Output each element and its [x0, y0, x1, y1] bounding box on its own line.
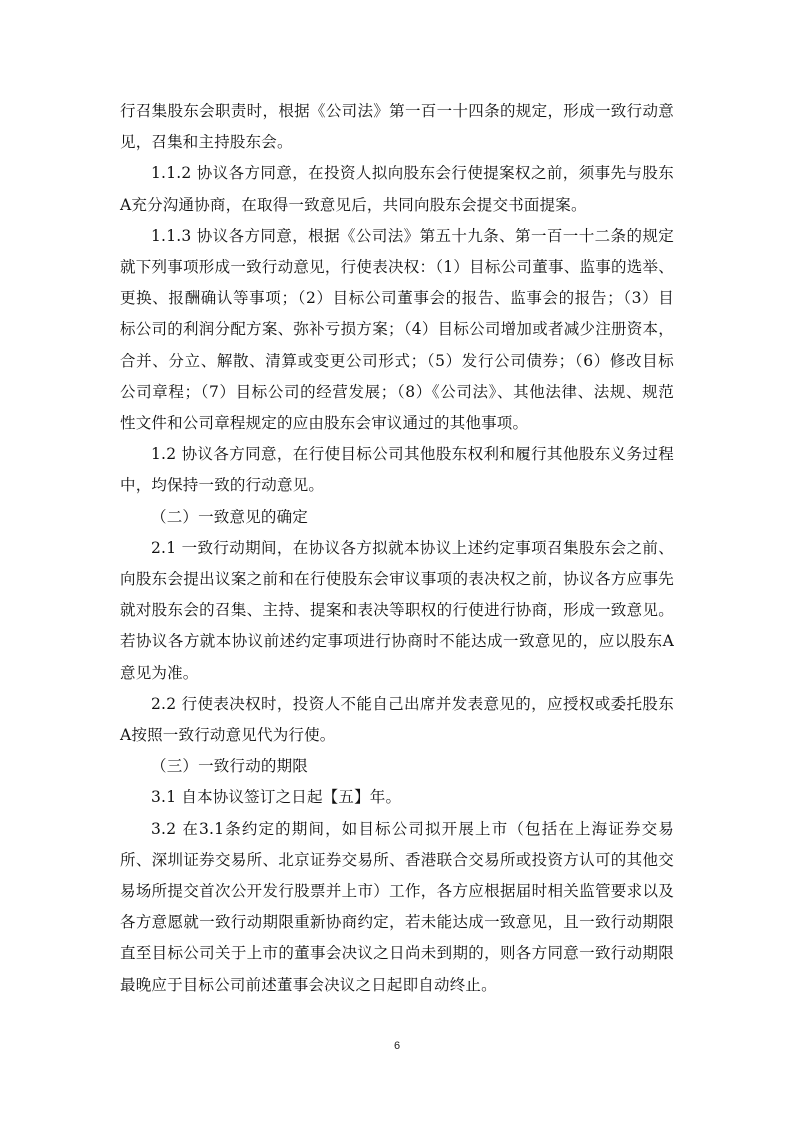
clause-3-2: 3.2 在3.1条约定的期间，如目标公司拟开展上市（包括在上海证券交易所、深圳证券交易所、北京证券交易所、香港联合交易所或投资方认可的其他交易场所提交首次公开发行股票并上市）工作，各方应根据届时相关监管要求以及各方意愿就一致行动期限重新协商约定，若未能达成一致意见，且一致行动期限直至目标公司关于上市的董事会决议之日尚未到期的，则各方同意一致行动期限最晚应于目标公司前述董事会决议之日起即自动终止。	[120, 819, 674, 994]
paragraph-continuation: 行召集股东会职责时，根据《公司法》第一百一十四条的规定，形成一致行动意见，召集和主持股东会。	[120, 102, 674, 152]
clause-3-1: 3.1 自本协议签订之日起【五】年。	[151, 788, 402, 807]
page-number: 6	[393, 1040, 401, 1052]
clause-1-1-2: 1.1.2 协议各方同意，在投资人拟向股东会行使提案权之前，须事先与股东A充分沟通协商，在取得一致意见后，共同向股东会提交书面提案。	[120, 164, 674, 214]
section-heading-3: （三）一致行动的期限	[151, 757, 309, 776]
clause-1-2: 1.2 协议各方同意，在行使目标公司其他股东权利和履行其他股东义务过程中，均保持一致的行动意见。	[120, 445, 674, 495]
clause-2-1: 2.1 一致行动期间，在协议各方拟就本协议上述约定事项召集股东会之前、向股东会提出议案之前和在行使股东会审议事项的表决权之前，协议各方应事先就对股东会的召集、主持、提案和表决等职权的行使进行协商，形成一致意见。若协议各方就本协议前述约定事项进行协商时不能达成一致意见的，应以股东A意见为准。	[120, 538, 674, 682]
section-heading-2: （二）一致意见的确定	[151, 507, 309, 526]
clause-1-1-3: 1.1.3 协议各方同意，根据《公司法》第五十九条、第一百一十二条的规定就下列事项形成一致行动意见，行使表决权：（1）目标公司董事、监事的选举、更换、报酬确认等事项；（2）目标公司董事会的报告、监事会的报告；（3）目标公司的利润分配方案、弥补亏损方案；（4）目标公司增加或者减少注册资本，合并、分立、解散、清算或变更公司形式；（5）发行公司债券；（6）修改目标公司章程；（7）目标公司的经营发展；（8）《公司法》、其他法律、法规、规范性文件和公司章程规定的应由股东会审议通过的其他事项。	[120, 226, 674, 433]
document-body	[120, 96, 674, 1001]
clause-2-2: 2.2 行使表决权时，投资人不能自己出席并发表意见的，应授权或委托股东A按照一致行动意见代为行使。	[120, 694, 674, 745]
